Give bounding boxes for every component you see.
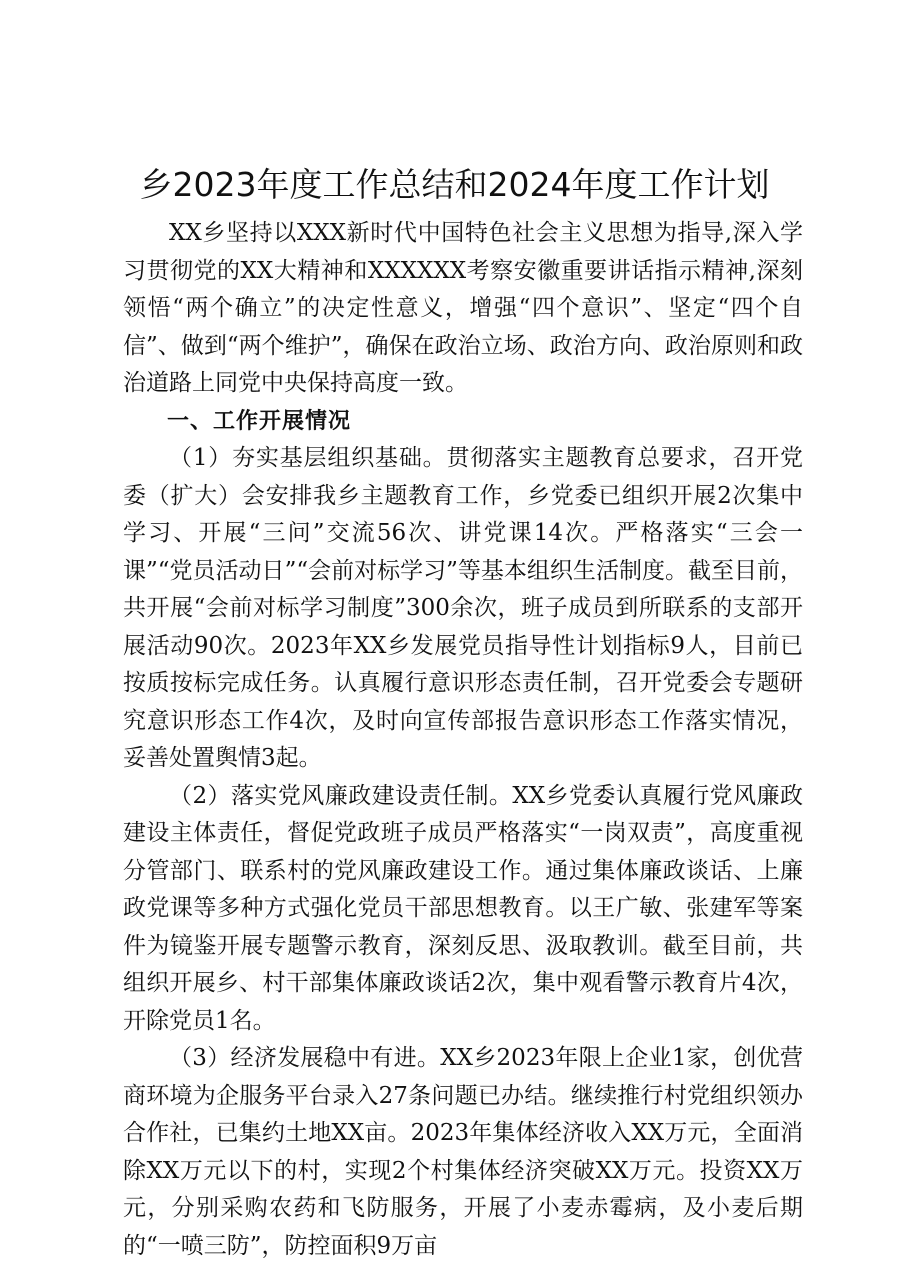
intro-paragraph: XX乡坚持以XXX新时代中国特色社会主义思想为指导,深入学习贯彻党的XX大精神和XXXXXX考察安徽重要讲话指示精神,深刻领悟“两个确立”的决定性意义，增强“四个意识”、坚定“四个自信”、做到“两个维护”，确保在政治立场、政治方向、政治原则和政治道路上同党中央保持高度一致。 [123,220,803,396]
paragraph-1: （1）夯实基层组织基础。贯彻落实主题教育总要求，召开党委（扩大）会安排我乡主题教育工作，乡党委已组织开展2次集中学习、开展“三问”交流56次、讲党课14次。严格落实“三会一课”“党员活动日”“会前对标学习”等基本组织生活制度。截至目前，共开展“会前对标学习制度”300余次，班子成员到所联系的支部开展活动90次。2023年XX乡发展党员指导性计划指标9人，目前已按质按标完成任务。认真履行意识形态责任制，召开党委会专题研究意识形态工作4次，及时向宣传部报告意识形态工作落实情况，妥善处置舆情3起。 [123,445,803,771]
paragraph-2: （2）落实党风廉政建设责任制。XX乡党委认真履行党风廉政建设主体责任，督促党政班子成员严格落实“一岗双责”，高度重视分管部门、联系村的党风廉政建设工作。通过集体廉政谈话、上廉政党课等多种方式强化党员干部思想教育。以王广敏、张建军等案件为镜鉴开展专题警示教育，深刻反思、汲取教训。截至目前，共组织开展乡、村干部集体廉政谈话2次，集中观看警示教育片4次，开除党员1名。 [123,782,803,1034]
document-body [123,215,803,1265]
section-heading: 一、工作开展情况 [167,408,352,434]
paragraph-3: （3）经济发展稳中有进。XX乡2023年限上企业1家，创优营商环境为企服务平台录入27条问题已办结。继续推行村党组织领办合作社，已集约土地XX亩。2023年集体经济收入XX万元，全面消除XX万元以下的村，实现2个村集体经济突破XX万元。投资XX万元，分别采购农药和飞防服务，开展了小麦赤霉病，及小麦后期的“一喷三防”，防控面积9万亩 [123,1045,803,1259]
document-title: 乡2023年度工作总结和2024年度工作计划 [139,165,770,204]
